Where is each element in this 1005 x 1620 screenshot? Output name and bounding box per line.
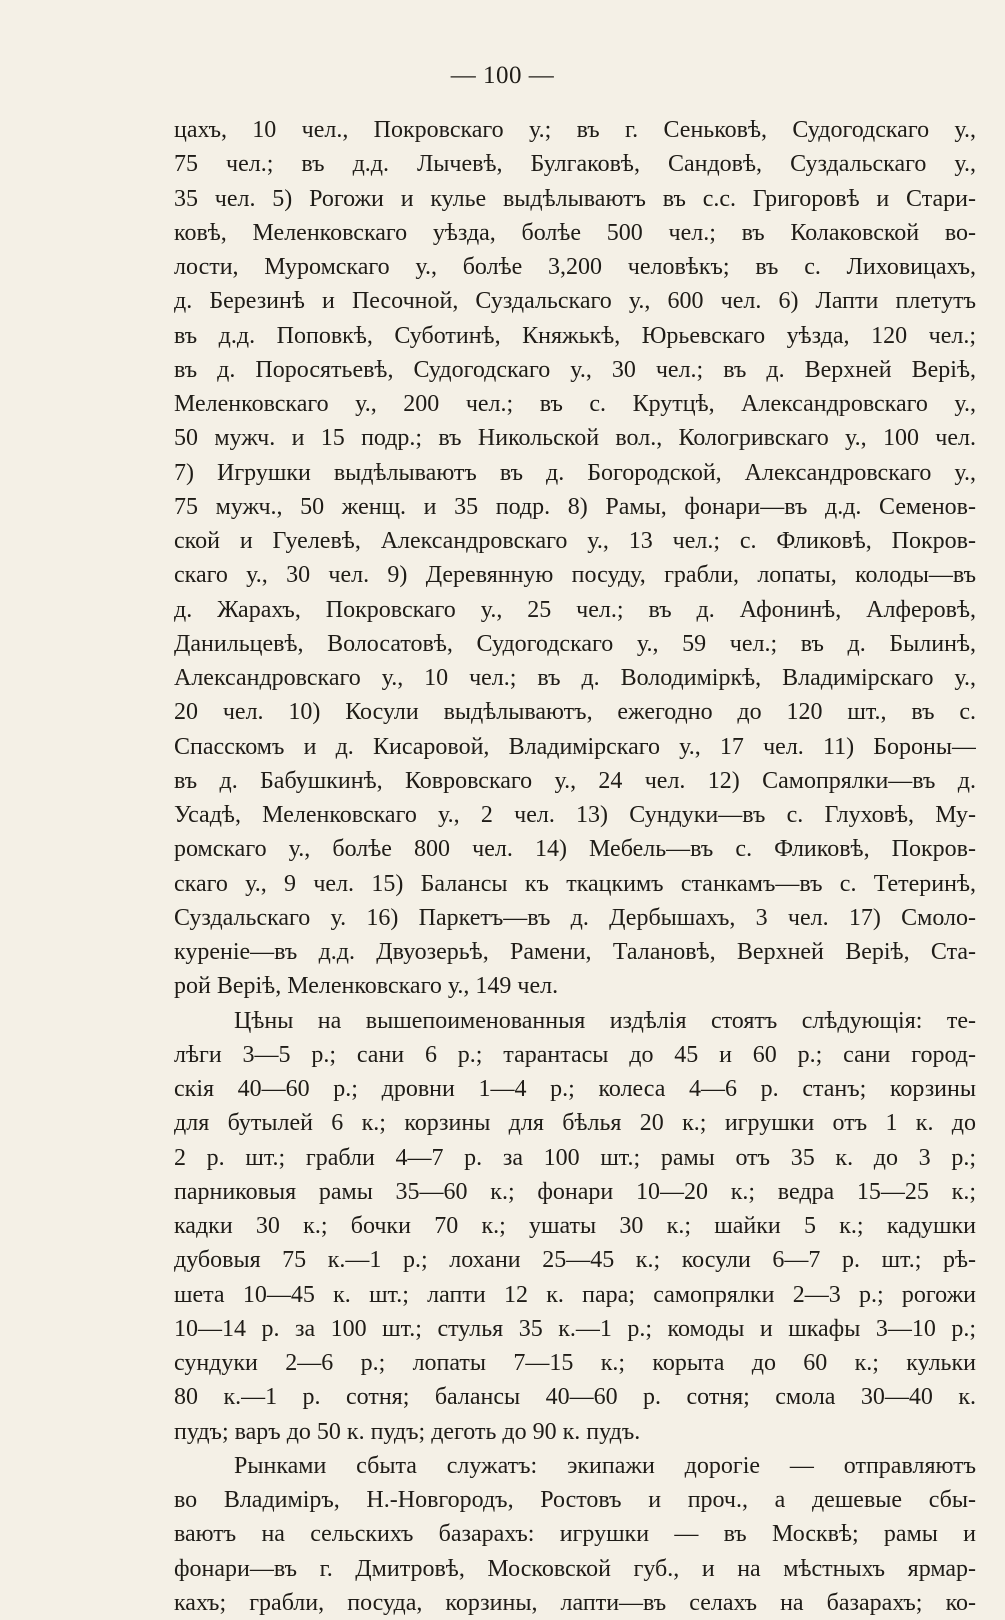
text-line: цахъ, 10 чел., Покровскаго у.; въ г. Сеньковѣ, Судогодскаго у.,: [174, 117, 976, 143]
paragraph-start-line: Цѣны на вышепоименованныя издѣлiя стоятъ слѣдующiя: те-: [234, 1007, 976, 1034]
body-text: [174, 113, 976, 1620]
text-line: куренiе—въ д.д. Двуозерьѣ, Рамени, Талановѣ, Верхней Верiѣ, Ста-: [174, 939, 976, 965]
text-line: фонари—въ г. Дмитровѣ, Московской губ., и на мѣстныхъ ярмар-: [174, 1555, 976, 1582]
text-line: 2 р. шт.; грабли 4—7 р. за 100 шт.; рамы отъ 35 к. до 3 р.;: [174, 1144, 976, 1171]
text-line: во Владимiръ, Н.-Новгородъ, Ростовъ и проч., а дешевые сбы-: [174, 1487, 976, 1513]
text-line: 80 к.—1 р. сотня; балансы 40—60 р. сотня; смола 30—40 к.: [174, 1384, 976, 1411]
text-line: скiя 40—60 р.; дровни 1—4 р.; колеса 4—6 р. станъ; корзины: [174, 1076, 976, 1102]
text-line: ваютъ на сельскихъ базарахъ: игрушки — въ Москвѣ; рамы и: [174, 1521, 976, 1548]
paragraph-start-line: Рынками сбыта служатъ: экипажи дорогiе — отправляютъ: [234, 1452, 976, 1479]
text-line: Меленковскаго у., 200 чел.; въ с. Крутцѣ, Александровскаго у.,: [174, 391, 976, 417]
text-line: пудъ; варъ до 50 к. пудъ; деготь до 90 к. пудъ.: [174, 1418, 641, 1445]
text-line: скаго у., 9 чел. 15) Балансы къ ткацкимъ станкамъ—въ с. Тетеринѣ,: [174, 870, 976, 897]
text-line: рой Верiѣ, Меленковскаго у., 149 чел.: [174, 973, 559, 1000]
text-line: ской и Гуелевѣ, Александровскаго у., 13 чел.; с. Фликовѣ, Покров-: [174, 528, 976, 554]
text-line: 7) Игрушки выдѣлываютъ въ д. Богородской, Александровскаго у.,: [174, 459, 976, 486]
text-line: ковѣ, Меленковскаго уѣзда, болѣе 500 чел.; въ Колаковской во-: [174, 219, 976, 246]
text-line: парниковыя рамы 35—60 к.; фонари 10—20 к.; ведра 15—25 к.;: [174, 1178, 976, 1205]
text-line: лѣги 3—5 р.; сани 6 р.; тарантасы до 45 и 60 р.; сани город-: [174, 1041, 976, 1068]
text-line: ромскаго у., болѣе 800 чел. 14) Мебель—въ с. Фликовѣ, Покров-: [174, 836, 976, 863]
text-line: Данильцевѣ, Волосатовѣ, Судогодскаго у., 59 чел.; въ д. Былинѣ,: [174, 630, 976, 657]
text-line: скаго у., 30 чел. 9) Деревянную посуду, грабли, лопаты, колоды—въ: [174, 562, 976, 589]
text-line: для бутылей 6 к.; корзины для бѣлья 20 к.; игрушки отъ 1 к. до: [174, 1110, 976, 1137]
text-line: Усадѣ, Меленковскаго у., 2 чел. 13) Сундуки—въ с. Глуховѣ, Му-: [174, 802, 976, 828]
text-line: сундуки 2—6 р.; лопаты 7—15 к.; корыта до 60 к.; кульки: [174, 1350, 976, 1376]
text-line: 35 чел. 5) Рогожи и кулье выдѣлываютъ въ с.с. Григоровѣ и Стари-: [174, 185, 976, 212]
text-line: въ д. Поросятьевѣ, Судогодскаго у., 30 чел.; въ д. Верхней Верiѣ,: [174, 356, 976, 383]
text-line: д. Жарахъ, Покровскаго у., 25 чел.; въ д. Афонинѣ, Алферовѣ,: [174, 596, 976, 623]
text-line: дубовыя 75 к.—1 р.; лохани 25—45 к.; косули 6—7 р. шт.; рѣ-: [174, 1247, 976, 1274]
text-line: Александровскаго у., 10 чел.; въ д. Володимiркѣ, Владимiрскаго у.,: [174, 665, 976, 691]
text-line: Спасскомъ и д. Кисаровой, Владимiрскаго у., 17 чел. 11) Бороны—: [174, 733, 976, 760]
page-number: — 100 —: [450, 62, 555, 89]
text-line: въ д. Бабушкинѣ, Ковровскаго у., 24 чел. 12) Самопрялки—въ д.: [174, 767, 976, 794]
text-line: 75 чел.; въ д.д. Лычевѣ, Булгаковѣ, Сандовѣ, Суздальскаго у.,: [174, 151, 976, 178]
text-line: въ д.д. Поповкѣ, Суботинѣ, Княжькѣ, Юрьевскаго уѣзда, 120 чел.;: [174, 322, 976, 349]
text-line: 20 чел. 10) Косули выдѣлываютъ, ежегодно до 120 шт., въ с.: [174, 699, 976, 726]
text-line: 75 мужч., 50 женщ. и 35 подр. 8) Рамы, фонари—въ д.д. Семенов-: [174, 493, 976, 520]
text-line: лости, Муромскаго у., болѣе 3,200 человѣкъ; въ с. Лиховицахъ,: [174, 254, 976, 280]
text-line: кадки 30 к.; бочки 70 к.; ушаты 30 к.; шайки 5 к.; кадушки: [174, 1213, 976, 1239]
text-line: кахъ; грабли, посуда, корзины, лапти—въ селахъ на базарахъ; ко-: [174, 1589, 976, 1616]
text-line: Суздальскаго у. 16) Паркетъ—въ д. Дербышахъ, 3 чел. 17) Смоло-: [174, 904, 976, 931]
text-line: 50 мужч. и 15 подр.; въ Никольской вол., Кологривскаго у., 100 чел.: [174, 425, 976, 452]
text-line: 10—14 р. за 100 шт.; стулья 35 к.—1 р.; комоды и шкафы 3—10 р.;: [174, 1315, 976, 1342]
text-line: шета 10—45 к. шт.; лапти 12 к. пара; самопрялки 2—3 р.; рогожи: [174, 1281, 976, 1308]
text-line: д. Березинѣ и Песочной, Суздальскаго у., 600 чел. 6) Лапти плетутъ: [174, 288, 976, 315]
